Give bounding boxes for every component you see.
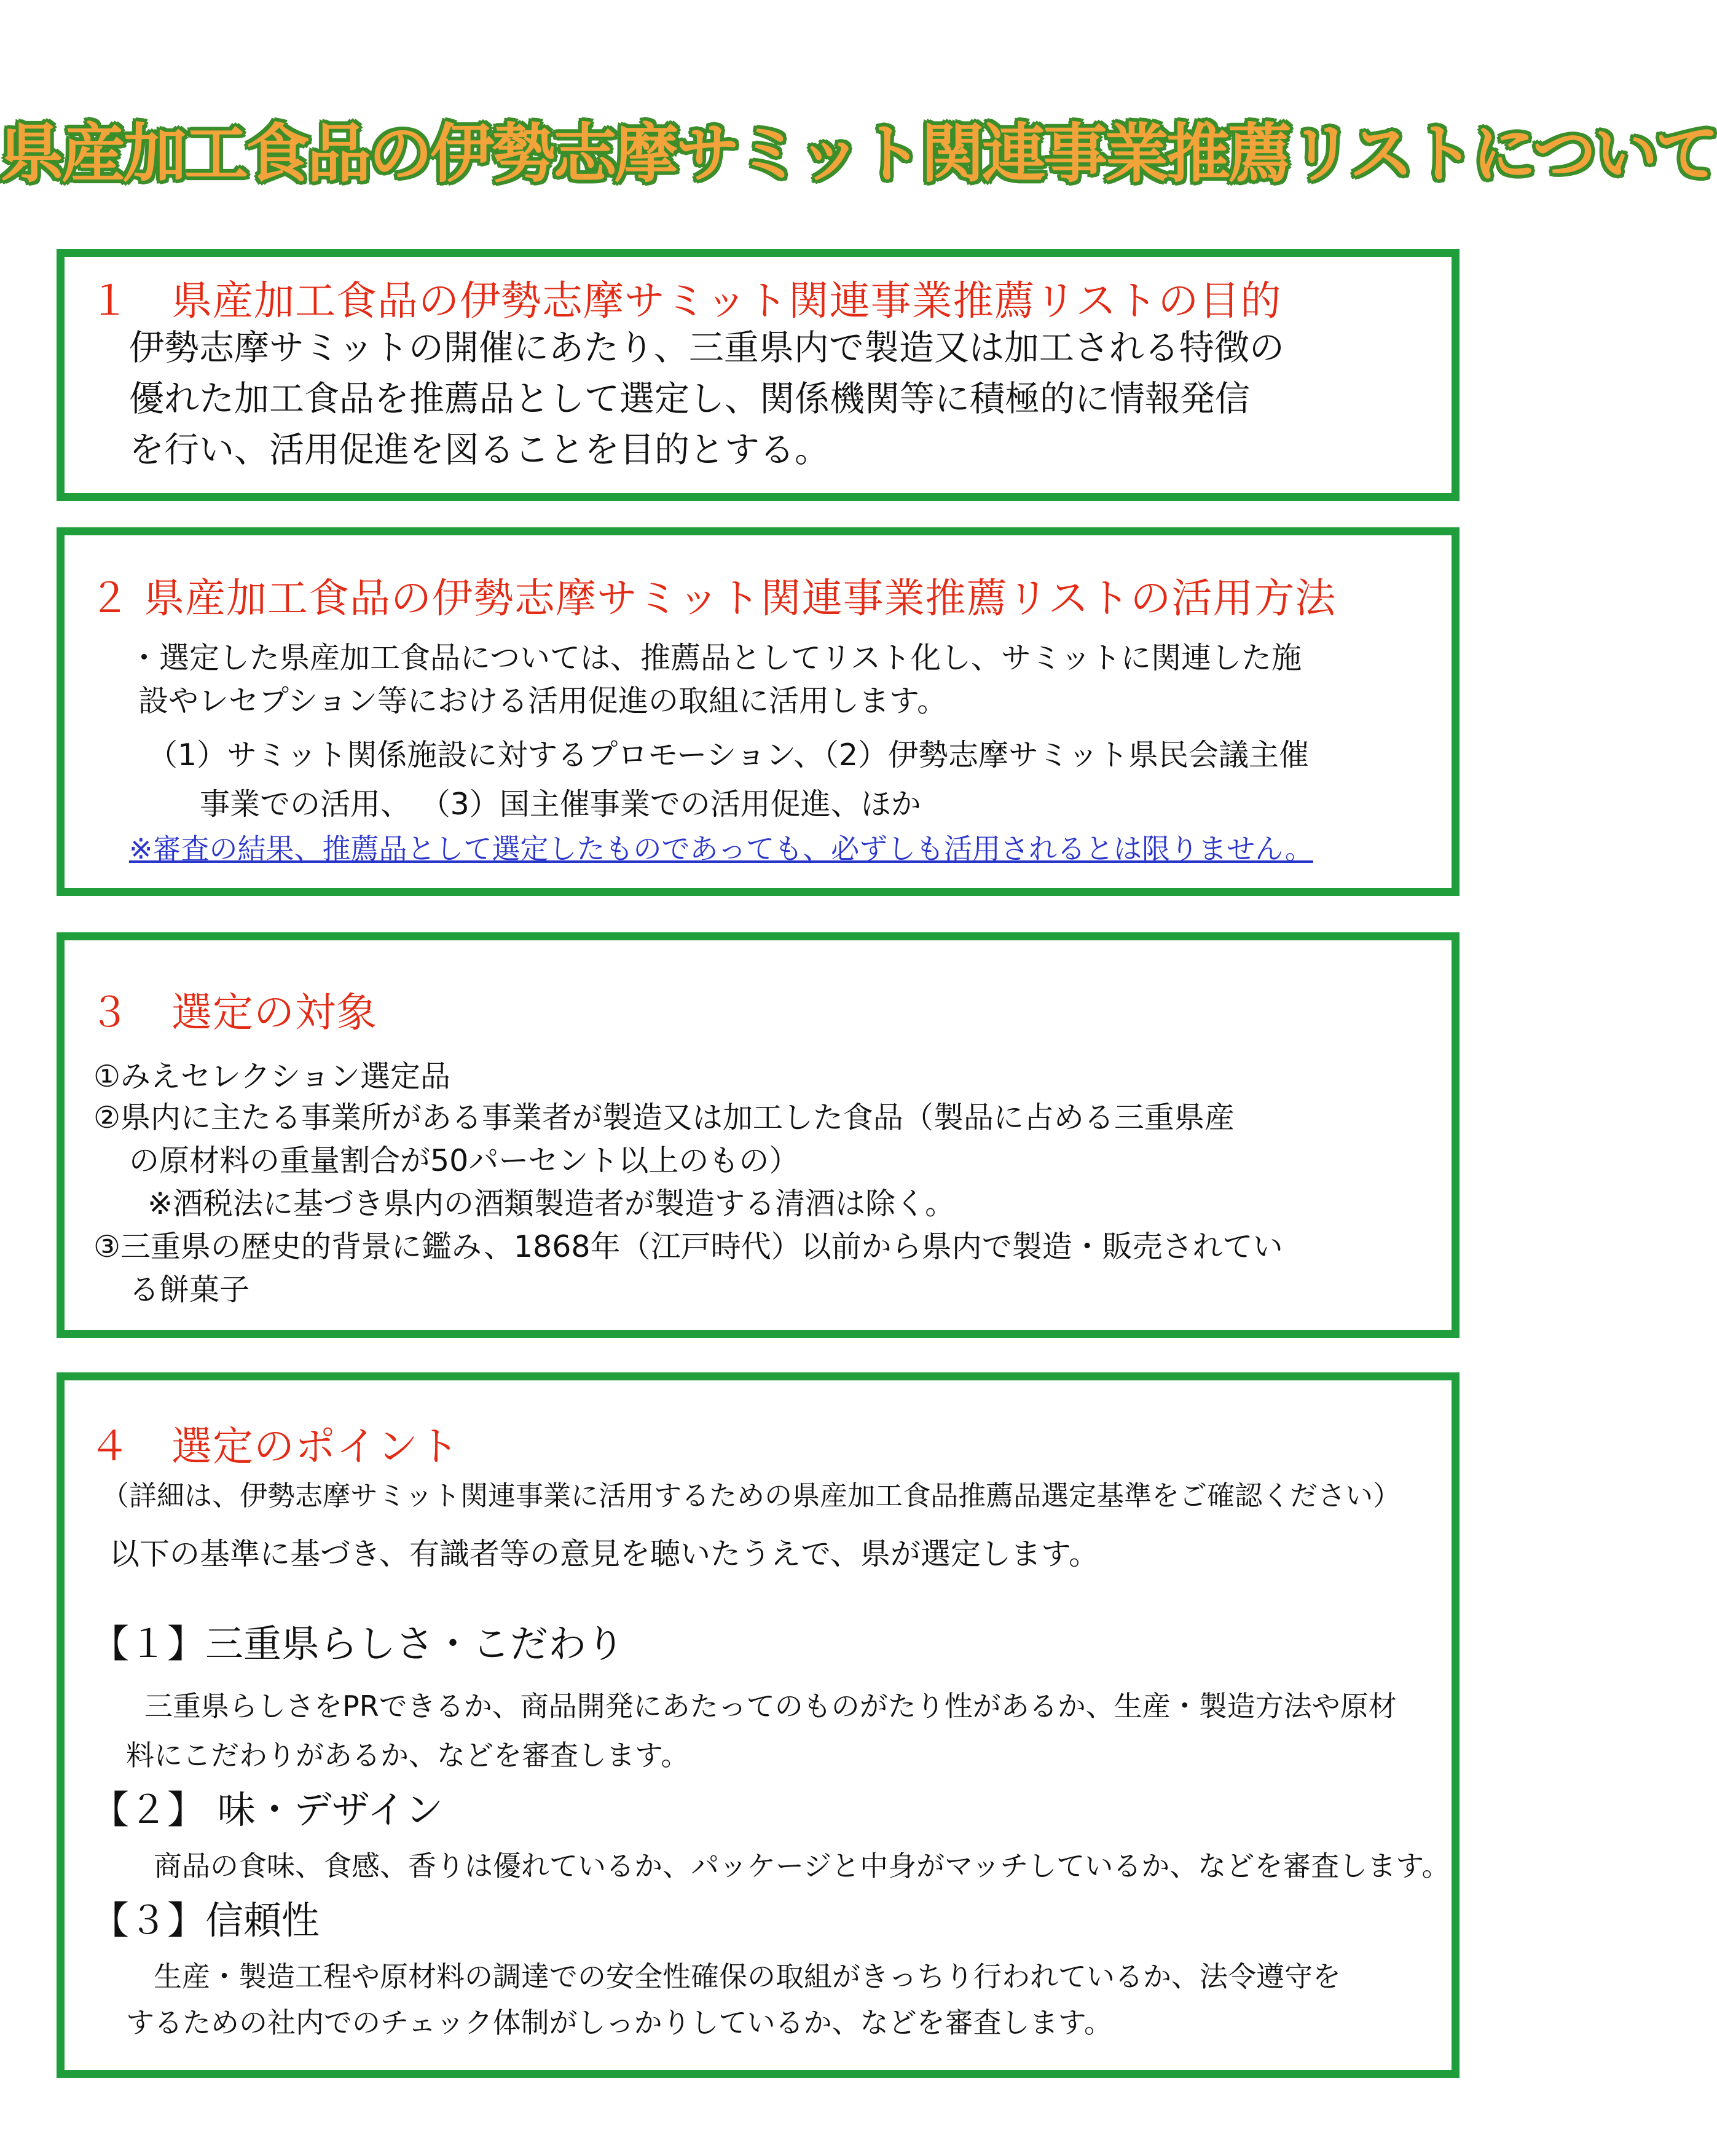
section-usage-note: ※審査の結果、推薦品として選定したものであっても、必ずしも活用されるとは限りません。 bbox=[129, 832, 1313, 865]
section-purpose-heading: １ 県産加工食品の伊勢志摩サミット関連事業推薦リストの目的 bbox=[89, 277, 1282, 325]
criterion-text: 料にこだわりがあるか、などを審査します。 bbox=[126, 1739, 690, 1772]
section-targets-heading: ３ 選定の対象 bbox=[89, 989, 377, 1036]
section-targets-text: ①みえセレクション選定品 bbox=[93, 1059, 450, 1094]
criterion-text: 三重県らしさをPRできるか、商品開発にあたってのものがたり性があるか、生産・製造方法や原材 bbox=[144, 1690, 1397, 1723]
section-usage-text: （1）サミット関係施設に対するプロモーション、（2）伊勢志摩サミット県民会議主催 bbox=[147, 738, 1310, 773]
criterion-title: 【１】三重県らしさ・こだわり bbox=[91, 1621, 625, 1666]
section-targets-text: の原材料の重量割合が50パーセント以上のもの） bbox=[129, 1143, 800, 1178]
criterion-text: 生産・製造工程や原材料の調達での安全性確保の取組がきっちり行われているか、法令遵守を bbox=[154, 1960, 1341, 1993]
section-targets-text: ②県内に主たる事業所がある事業者が製造又は加工した食品（製品に占める三重県産 bbox=[93, 1100, 1235, 1135]
page-title: 県産加工食品の伊勢志摩サミット関連事業推薦リストについて bbox=[0, 116, 1717, 191]
section-usage-text: 設やレセプション等における活用促進の取組に活用します。 bbox=[138, 683, 948, 718]
criterion-title: 【３】信頼性 bbox=[91, 1898, 320, 1943]
section-usage-text: ・選定した県産加工食品については、推薦品としてリスト化し、サミットに関連した施 bbox=[129, 640, 1302, 675]
section-usage-text: 事業での活用、 （3）国主催事業での活用促進、ほか bbox=[200, 787, 921, 822]
section-purpose-text: を行い、活用促進を図ることを目的とする。 bbox=[129, 430, 830, 470]
section-points-heading: ４ 選定のポイント bbox=[89, 1423, 460, 1470]
section-points-subnote: （詳細は、伊勢志摩サミット関連事業に活用するための県産加工食品推薦品選定基準をご確認ください） bbox=[101, 1479, 1401, 1512]
section-usage-heading: ２ 県産加工食品の伊勢志摩サミット関連事業推薦リストの活用方法 bbox=[89, 575, 1337, 622]
criterion-title: 【２】 味・デザイン bbox=[91, 1787, 444, 1832]
section-purpose-text: 優れた加工食品を推薦品として選定し、関係機関等に積極的に情報発信 bbox=[129, 379, 1250, 419]
criterion-text: するための社内でのチェック体制がしっかりしているか、などを審査します。 bbox=[126, 2006, 1112, 2039]
section-targets-text: ③三重県の歴史的背景に鑑み、1868年（江戸時代）以前から県内で製造・販売されてい bbox=[93, 1229, 1283, 1264]
criterion-text: 商品の食味、食感、香りは優れているか、パッケージと中身がマッチしているか、などを審査します。 bbox=[154, 1849, 1450, 1883]
section-targets-text: ※酒税法に基づき県内の酒類製造者が製造する清酒は除く。 bbox=[147, 1186, 956, 1221]
section-purpose-text: 伊勢志摩サミットの開催にあたり、三重県内で製造又は加工される特徴の bbox=[129, 328, 1284, 368]
section-points-intro: 以下の基準に基づき、有識者等の意見を聴いたうえで、県が選定します。 bbox=[109, 1536, 1099, 1572]
section-targets-text: る餅菓子 bbox=[129, 1272, 250, 1307]
